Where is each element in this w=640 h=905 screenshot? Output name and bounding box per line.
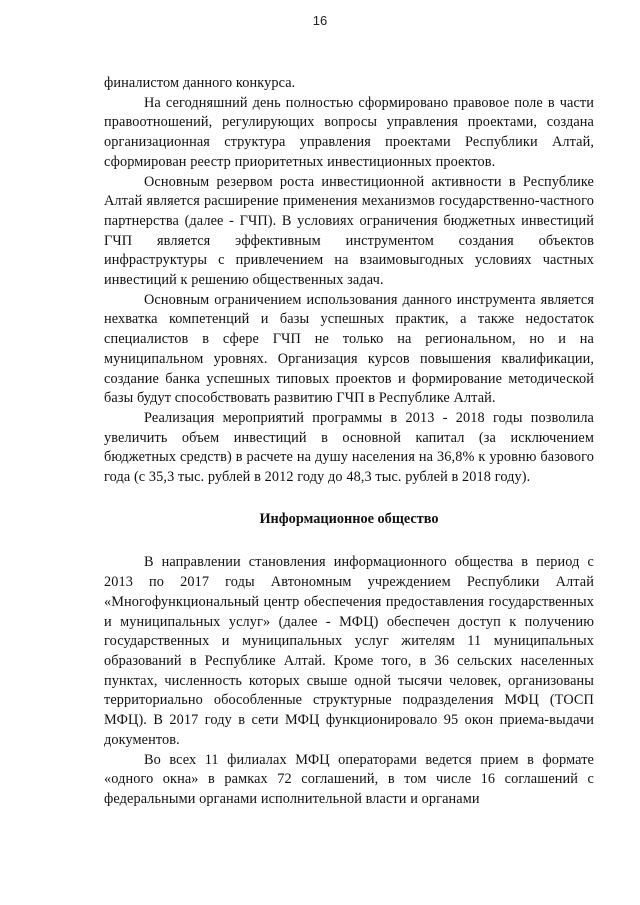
paragraph: В направлении становления информационного общества в период с 2013 по 2017 годы Автономным учреждением Республики Алтай «Многофункциональный центр обеспечения предоставления государственных и муниципальных услуг» (далее - МФЦ) обеспечен доступ к получению государственных и муниципальных услуг жителям 11 муниципальных образований в Республике Алтай. Кроме того, в 36 сельских населенных пунктах, численность которых свыше одной тысячи человек, организованы территориально обособленные структурные подразделения МФЦ (ТОСП МФЦ). В 2017 году в сети МФЦ функционировало 95 окон приема-выдачи документов. <box>104 554 594 748</box>
page-number: 16 <box>312 13 328 28</box>
paragraph: Основным ограничением использования данного инструмента является нехватка компетенций и базы успешных практик, а также недостаток специалистов в сфере ГЧП не только на региональном, но и на муниципальном уровнях. Организация курсов повышения квалификации, создание банка успешных типовых проектов и формирование методической базы будут способствовать развитию ГЧП в Республике Алтай. <box>104 291 594 407</box>
section-heading: Информационное общество <box>259 510 439 527</box>
paragraph: Во всех 11 филиалах МФЦ операторами ведется прием в формате «одного окна» в рамках 72 соглашений, в том числе 16 соглашений с федеральными органами исполнительной власти и органами <box>104 751 594 807</box>
paragraph: финалистом данного конкурса. <box>104 75 296 91</box>
paragraph: На сегодняшний день полностью сформировано правовое поле в части правоотношений, регулирующих вопросы управления проектами, создана организационная структура управления проектами Республики Алтай, сформирован реестр приоритетных инвестиционных проектов. <box>104 94 594 170</box>
document-body <box>104 74 594 810</box>
paragraph: Основным резервом роста инвестиционной активности в Республике Алтай является расширение применения механизмов государственно-частного партнерства (далее - ГЧП). В условиях ограничения бюджетных инвестиций ГЧП является эффективным инструментом создания объектов инфраструктуры с привлечением на взаимовыгодных условиях частных инвестиций к решению общественных задач. <box>104 173 594 289</box>
paragraph: Реализация мероприятий программы в 2013 - 2018 годы позволила увеличить объем инвестиций в основной капитал (за исключением бюджетных средств) в расчете на душу населения на 36,8% к уровню базового года (с 35,3 тыс. рублей в 2012 году до 48,3 тыс. рублей в 2018 году). <box>104 409 594 486</box>
